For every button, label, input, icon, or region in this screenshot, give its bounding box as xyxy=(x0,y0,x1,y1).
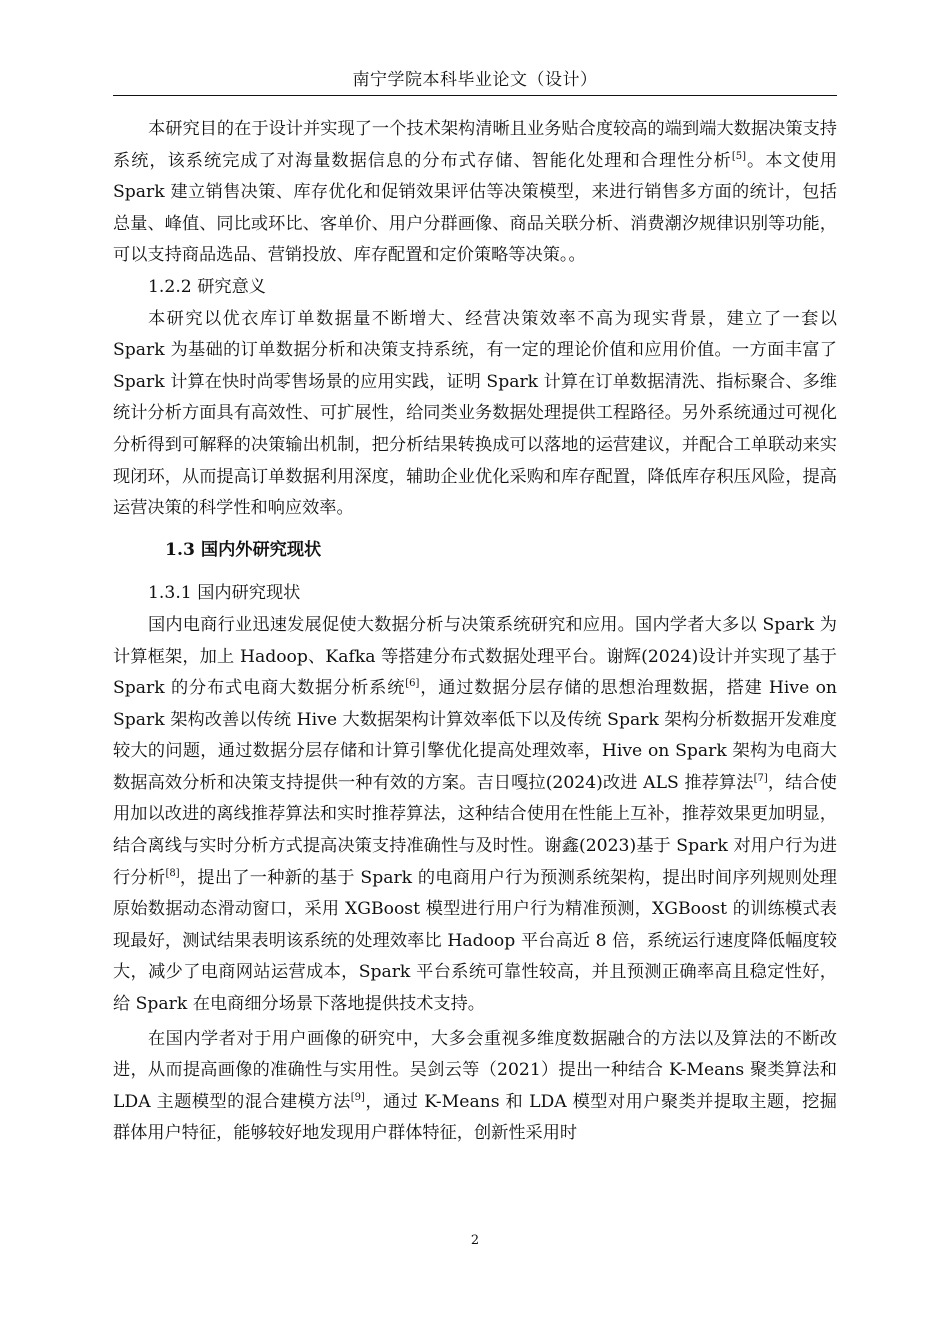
page-header-title: 南宁学院本科毕业论文（设计） xyxy=(352,70,598,90)
paragraph-text: ，通过 K-Means 和 LDA 模型对用户聚类并提取主题，挖掘群体用户特征，能够较好地发现用户群体特征，创新性采用时 xyxy=(113,1091,837,1144)
section-heading-1-2-2: 1.2.2 研究意义 xyxy=(148,276,266,297)
citation-5: [5] xyxy=(731,150,746,162)
page-body xyxy=(113,114,837,1150)
paragraph-text: 本研究目的在于设计并实现了一个技术架构清晰且业务贴合度较高的端到端大数据决策支持系统，该系统完成了对海量数据信息的分布式存储、智能化处理和合理性分析 xyxy=(113,119,837,171)
paragraph-user-profile-research xyxy=(113,1024,837,1150)
paragraph-research-significance: 本研究以优衣库订单数据量不断增大、经营决策效率不高为现实背景，建立了一套以 Spark 为基础的订单数据分析和决策支持系统，有一定的理论价值和应用价值。一方面丰富了 Spark 计算在快时尚零售场景的应用实践，证明 Spark 计算在订单数据清洗、指标聚合、多维统计分析方面具有高效性、可扩展性，给同类业务数据处理提供工程路径。另外系统通过可视化分析得到可解释的决策输出机制，把分析结果转换成可以落地的运营建议，并配合工单联动来实现闭环，从而提高订单数据利用深度，辅助企业优化采购和库存配置，降低库存积压风险，提高运营决策的科学性和响应效率。 xyxy=(113,308,837,519)
citation-6: [6] xyxy=(405,678,420,690)
paragraph-research-goal xyxy=(113,114,837,272)
header-rule xyxy=(113,95,837,96)
paragraph-domestic-research xyxy=(113,610,837,1021)
paragraph-text: 。本文使用 Spark 建立销售决策、库存优化和促销效果评估等决策模型，来进行销售多方面的统计，包括总量、峰值、同比或环比、客单价、用户分群画像、商品关联分析、消费潮汐规律识别等功能，可以支持商品选品、营销投放、库存配置和定价策略等决策。。 xyxy=(113,150,837,266)
citation-7: [7] xyxy=(753,772,768,784)
paragraph-text: ，结合使用加以改进的离线推荐算法和实时推荐算法，这种结合使用在性能上互补，推荐效果更加明显，结合离线与实时分析方式提高决策支持准确性与及时性。谢鑫(2023)基于 Spark 对用户行为进行分析 xyxy=(113,772,837,888)
section-heading-1-3: 1.3 国内外研究现状 xyxy=(165,539,322,560)
citation-9: [9] xyxy=(350,1091,365,1103)
paragraph-text: ，通过数据分层存储的思想治理数据，搭建 Hive on Spark 架构改善以传统 Hive 大数据架构计算效率低下以及传统 Spark 架构分析数据开发难度较大的问题，通过数据分层存储和计算引擎优化提高处理效率，Hive on Spark 架构为电商大数据高效分析和决策支持提供一种有效的方案。吉日嘎拉(2024)改进 ALS 推荐算法 xyxy=(113,678,837,793)
paragraph-text: 在国内学者对于用户画像的研究中，大多会重视多维度数据融合的方法以及算法的不断改进，从而提高画像的准确性与实用性。吴剑云等（2021）提出一种结合 K-Means 聚类算法和 LDA 主题模型的混合建模方法 xyxy=(113,1028,837,1112)
page-number: 2 xyxy=(470,1233,480,1248)
paragraph-text: 国内电商行业迅速发展促使大数据分析与决策系统研究和应用。国内学者大多以 Spark 为计算框架，加上 Hadoop、Kafka 等搭建分布式数据处理平台。谢辉(2024)设计并实现了基于 Spark 的分布式电商大数据分析系统 xyxy=(113,614,837,699)
paragraph-text: ，提出了一种新的基于 Spark 的电商用户行为预测系统架构，提出时间序列规则处理原始数据动态滑动窗口，采用 XGBoost 模型进行用户行为精准预测，XGBoost 的训练模式表现最好，测试结果表明该系统的处理效率比 Hadoop 平台高近 8 倍，系统运行速度降低幅度较大，减少了电商网站运营成本，Spark 平台系统可靠性较高，并且预测正确率高且稳定性好，给 Spark 在电商细分场景下落地提供技术支持。 xyxy=(113,867,837,1015)
citation-8: [8] xyxy=(165,867,180,879)
section-heading-1-3-1: 1.3.1 国内研究现状 xyxy=(148,583,301,604)
